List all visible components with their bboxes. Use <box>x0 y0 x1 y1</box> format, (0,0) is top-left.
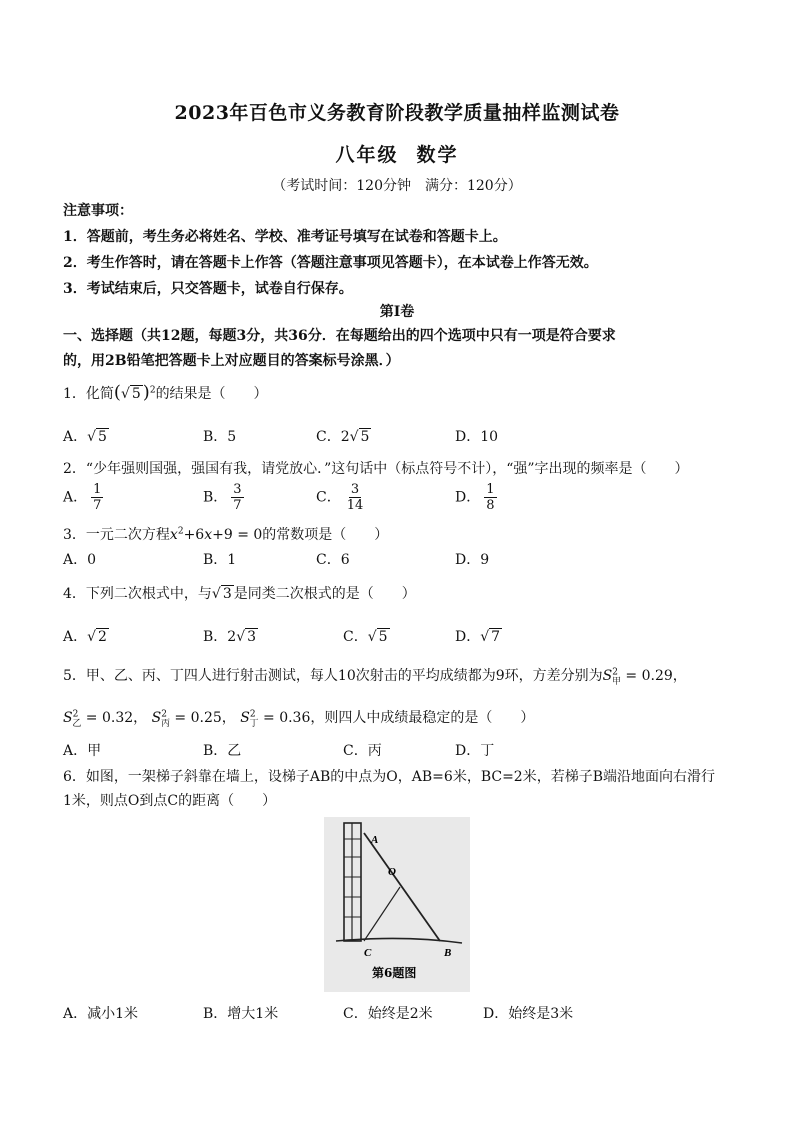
q6-option-c: C．始终是2米 <box>343 1006 433 1022</box>
note-item-2: 2．考生作答时，请在答题卡上作答（答题注意事项见答题卡），在本试卷上作答无效。 <box>63 255 598 271</box>
note-item-1: 1．答题前，考生务必将姓名、学校、准考证号填写在试卷和答题卡上。 <box>63 229 507 245</box>
question-1: 1．化简(√ 5 )$^2$的结果是（ ） <box>63 382 268 403</box>
q6-option-b: B．增大1米 <box>203 1006 279 1022</box>
q4-option-a: A．√ 2 <box>63 629 107 645</box>
q1-option-d: D．10 <box>455 429 499 445</box>
notes-heading: 注意事项： <box>63 203 133 219</box>
question-6-line2: 1米，则点O到点C的距离（ ） <box>63 793 277 809</box>
q1-option-b: B．5 <box>203 429 237 445</box>
q4-option-d: D．√ 7 <box>455 629 501 645</box>
question-5-line2: $S^2_乙 = 0.32$， $S^2_丙 = 0.25$， $S^2_丁 = 0.36$，则四人中成绩最稳定的是（ ） <box>63 709 535 729</box>
section-heading-line2: 的，用2B铅笔把答题卡上对应题目的答案标号涂黑．） <box>63 353 400 369</box>
part-heading: 第Ⅰ卷 <box>379 304 415 320</box>
q2-option-a: A． $\frac{1}{7}$ <box>63 482 102 513</box>
exam-timing: （考试时间：120分钟 满分：120分） <box>272 178 522 194</box>
label-o: O <box>388 866 396 878</box>
question-6-line1: 6．如图，一架梯子斜靠在墙上，设梯子AB的中点为O，AB=6米，BC=2米，若梯子B端沿地面向右滑行 <box>63 769 716 785</box>
q3-option-c: C．6 <box>316 552 350 568</box>
label-c: C <box>364 947 372 959</box>
q6-option-a: A．减小1米 <box>63 1006 139 1022</box>
question-4: 4．下列二次根式中，与√ 3 是同类二次根式的是（ ） <box>63 586 416 602</box>
exam-title: 2023年百色市义务教育阶段教学质量抽样监测试卷 <box>174 102 620 124</box>
q3-option-d: D．9 <box>455 552 490 568</box>
ladder-diagram <box>324 817 470 992</box>
sqrt-symbol: √ 5 <box>120 386 141 402</box>
q6-option-d: D．始终是3米 <box>483 1006 574 1022</box>
question-3: 3．一元二次方程$x^2+6x+9 = 0$的常数项是（ ） <box>63 526 389 543</box>
label-b: B <box>444 947 452 959</box>
question-5-line1: 5．甲、乙、丙、丁四人进行射击测试，每人10次射击的平均成绩都为9环，方差分别为$S^2_甲 = 0.29$， <box>63 667 687 687</box>
q3-option-b: B．1 <box>203 552 237 568</box>
q4-option-c: C．√ 5 <box>343 629 388 645</box>
exam-subtitle <box>0 140 794 167</box>
q4-option-b: B．2√ 3 <box>203 629 257 645</box>
subject-label: 数学 <box>416 144 459 166</box>
q5-option-b: B．乙 <box>203 743 242 759</box>
q2-option-c: C． $\frac{3}{14}$ <box>316 482 364 513</box>
q1-option-a: A．√ 5 <box>63 429 107 445</box>
q5-option-c: C．丙 <box>343 743 382 759</box>
segment-oc <box>364 887 400 941</box>
q3-option-a: A．0 <box>63 552 97 568</box>
q5-option-d: D．丁 <box>455 743 495 759</box>
ladder-figure <box>324 817 470 992</box>
figure-caption: 第6题图 <box>372 966 417 980</box>
section-heading-line1: 一、选择题（共12题，每题3分，共36分．在每题给出的四个选项中只有一项是符合要求 <box>63 328 616 344</box>
question-2: 2．“少年强则国强，强国有我，请党放心．”这句话中（标点符号不计），“强”字出现的频率是（ ） <box>63 461 689 477</box>
q2-option-d: D． $\frac{1}{8}$ <box>455 482 495 513</box>
q1-prefix: 1．化简 <box>63 386 114 402</box>
q1-option-c: C．2√ 5 <box>316 429 370 445</box>
q1-suffix: 的结果是（ ） <box>155 386 268 402</box>
q5-option-a: A．甲 <box>63 743 102 759</box>
q2-option-b: B． $\frac{3}{7}$ <box>203 482 242 513</box>
grade-label: 八年级 <box>335 144 399 166</box>
label-a: A <box>371 834 379 846</box>
note-item-3: 3．考试结束后，只交答题卡，试卷自行保存。 <box>63 281 353 297</box>
